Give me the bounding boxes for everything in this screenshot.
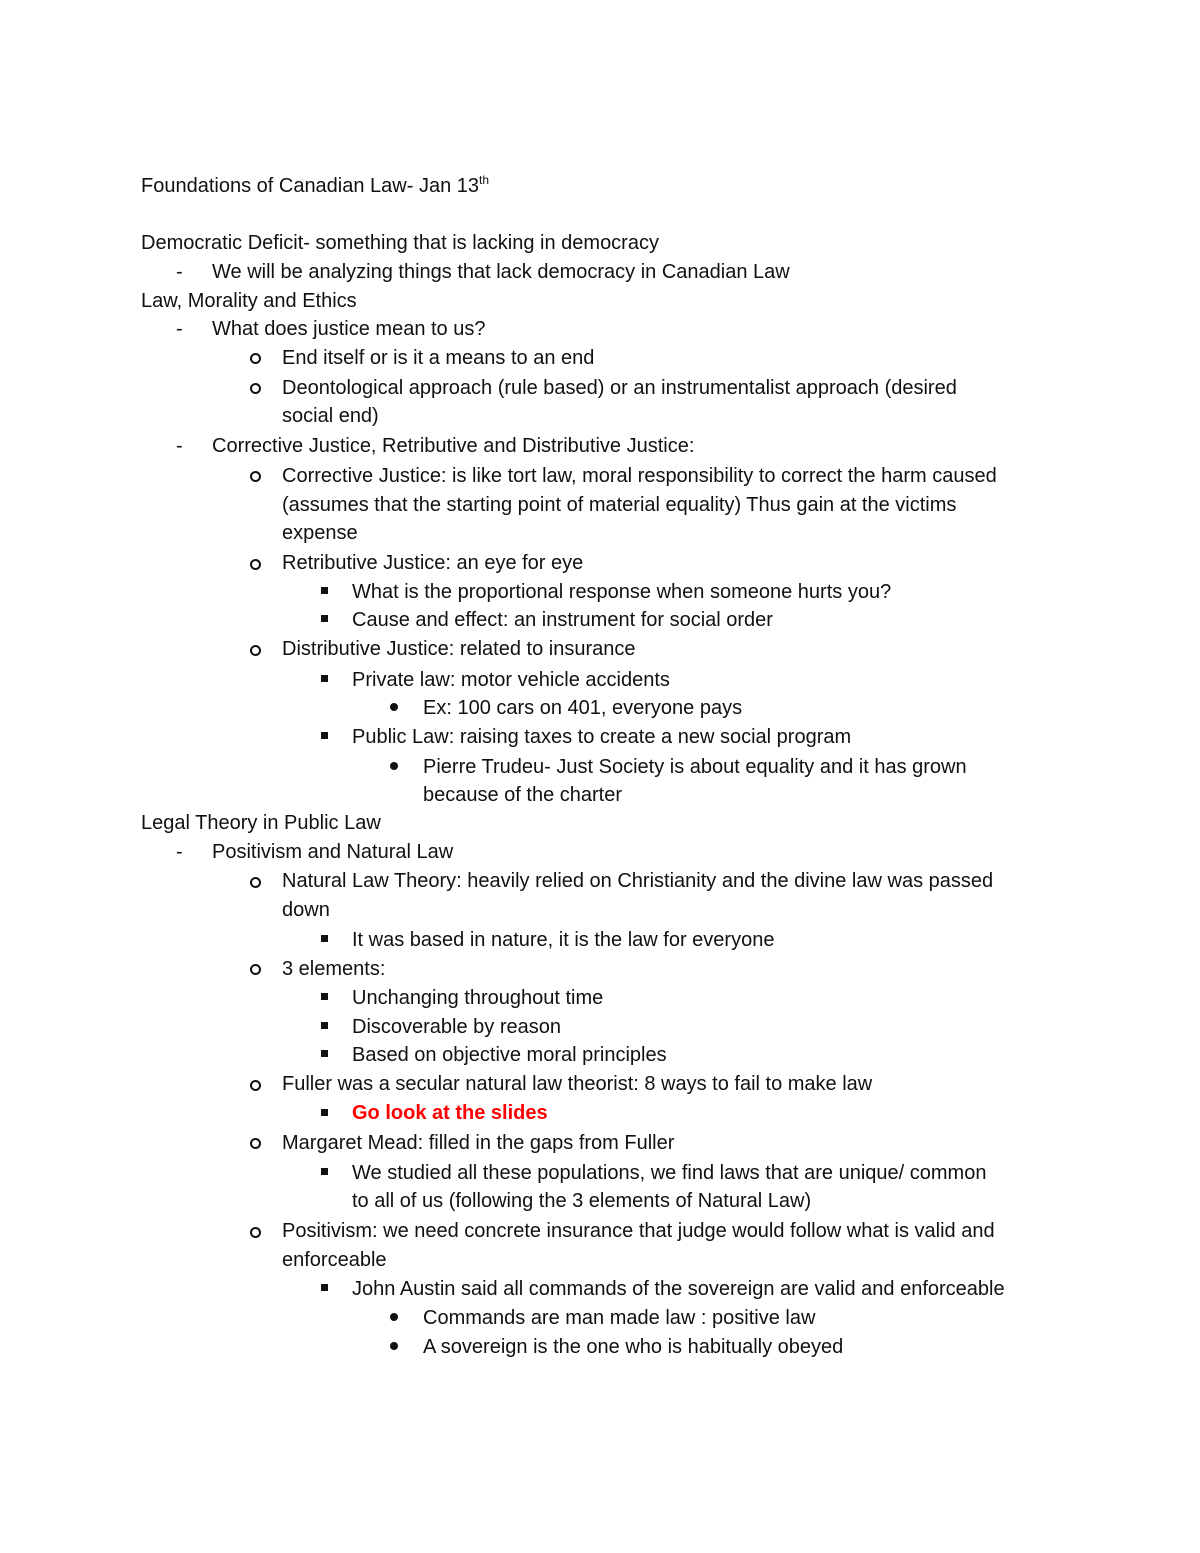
circle-bullet-icon bbox=[250, 877, 261, 888]
heading-law-morality-ethics: Law, Morality and Ethics bbox=[141, 290, 357, 312]
circle-bullet-icon bbox=[250, 471, 261, 482]
square-bullet-icon bbox=[321, 1050, 328, 1057]
list-item-continued: enforceable bbox=[282, 1249, 387, 1271]
list-item: Margaret Mead: filled in the gaps from Fuller bbox=[282, 1132, 675, 1154]
list-item: Cause and effect: an instrument for social order bbox=[352, 609, 773, 631]
square-bullet-icon bbox=[321, 935, 328, 942]
list-item: Based on objective moral principles bbox=[352, 1044, 667, 1066]
dash-bullet: - bbox=[176, 261, 183, 283]
list-item: Private law: motor vehicle accidents bbox=[352, 669, 670, 691]
list-item: It was based in nature, it is the law for everyone bbox=[352, 929, 775, 951]
list-item: Retributive Justice: an eye for eye bbox=[282, 552, 584, 574]
circle-bullet-icon bbox=[250, 645, 261, 656]
list-item: Pierre Trudeu- Just Society is about equality and it has grown bbox=[423, 756, 967, 778]
circle-bullet-icon bbox=[250, 1080, 261, 1091]
page-title bbox=[141, 172, 489, 200]
circle-bullet-icon bbox=[250, 964, 261, 975]
list-item: Deontological approach (rule based) or an instrumentalist approach (desired bbox=[282, 377, 957, 399]
square-bullet-icon bbox=[321, 675, 328, 682]
square-bullet-icon bbox=[321, 1022, 328, 1029]
list-item: What is the proportional response when someone hurts you? bbox=[352, 581, 892, 603]
list-item: Ex: 100 cars on 401, everyone pays bbox=[423, 697, 743, 719]
dot-bullet-icon bbox=[390, 1342, 398, 1350]
heading-legal-theory: Legal Theory in Public Law bbox=[141, 812, 381, 834]
title-text: Foundations of Canadian Law- Jan 13 bbox=[141, 175, 480, 197]
list-item-continued: (assumes that the starting point of material equality) Thus gain at the victims bbox=[282, 494, 957, 516]
dot-bullet-icon bbox=[390, 703, 398, 711]
list-item: What does justice mean to us? bbox=[212, 318, 486, 340]
list-item: Unchanging throughout time bbox=[352, 987, 604, 1009]
list-item: Corrective Justice: is like tort law, moral responsibility to correct the harm caused bbox=[282, 465, 997, 487]
list-item: John Austin said all commands of the sovereign are valid and enforceable bbox=[352, 1278, 1005, 1300]
list-item: Public Law: raising taxes to create a new social program bbox=[352, 726, 852, 748]
circle-bullet-icon bbox=[250, 1227, 261, 1238]
list-item: We studied all these populations, we find laws that are unique/ common bbox=[352, 1162, 987, 1184]
square-bullet-icon bbox=[321, 993, 328, 1000]
dash-bullet: - bbox=[176, 318, 183, 340]
circle-bullet-icon bbox=[250, 1138, 261, 1149]
list-item: Discoverable by reason bbox=[352, 1016, 561, 1038]
dot-bullet-icon bbox=[390, 762, 398, 770]
dash-bullet: - bbox=[176, 435, 183, 457]
square-bullet-icon bbox=[321, 732, 328, 739]
square-bullet-icon bbox=[321, 1284, 328, 1291]
list-item: We will be analyzing things that lack democracy in Canadian Law bbox=[212, 261, 790, 283]
list-item-continued: because of the charter bbox=[423, 784, 623, 806]
square-bullet-icon bbox=[321, 587, 328, 594]
list-item: Corrective Justice, Retributive and Distributive Justice: bbox=[212, 435, 695, 457]
list-item: Positivism: we need concrete insurance that judge would follow what is valid and bbox=[282, 1220, 995, 1242]
list-item-continued: social end) bbox=[282, 405, 379, 427]
list-item: A sovereign is the one who is habitually obeyed bbox=[423, 1336, 844, 1358]
list-item: Distributive Justice: related to insurance bbox=[282, 638, 636, 660]
list-item: Commands are man made law : positive law bbox=[423, 1307, 816, 1329]
square-bullet-icon bbox=[321, 1109, 328, 1116]
dash-bullet: - bbox=[176, 841, 183, 863]
list-item-continued: down bbox=[282, 899, 330, 921]
list-item: End itself or is it a means to an end bbox=[282, 347, 595, 369]
list-item-continued: expense bbox=[282, 522, 358, 544]
circle-bullet-icon bbox=[250, 353, 261, 364]
title-superscript: th bbox=[479, 173, 490, 187]
square-bullet-icon bbox=[321, 1168, 328, 1175]
list-item-continued: to all of us (following the 3 elements of Natural Law) bbox=[352, 1190, 812, 1212]
square-bullet-icon bbox=[321, 615, 328, 622]
list-item: Positivism and Natural Law bbox=[212, 841, 454, 863]
circle-bullet-icon bbox=[250, 383, 261, 394]
list-item: Natural Law Theory: heavily relied on Christianity and the divine law was passed bbox=[282, 870, 994, 892]
list-item: 3 elements: bbox=[282, 958, 386, 980]
circle-bullet-icon bbox=[250, 559, 261, 570]
list-item: Fuller was a secular natural law theorist: 8 ways to fail to make law bbox=[282, 1073, 873, 1095]
highlight-note: Go look at the slides bbox=[352, 1102, 548, 1124]
dot-bullet-icon bbox=[390, 1313, 398, 1321]
heading-democratic-deficit: Democratic Deficit- something that is lacking in democracy bbox=[141, 232, 659, 254]
